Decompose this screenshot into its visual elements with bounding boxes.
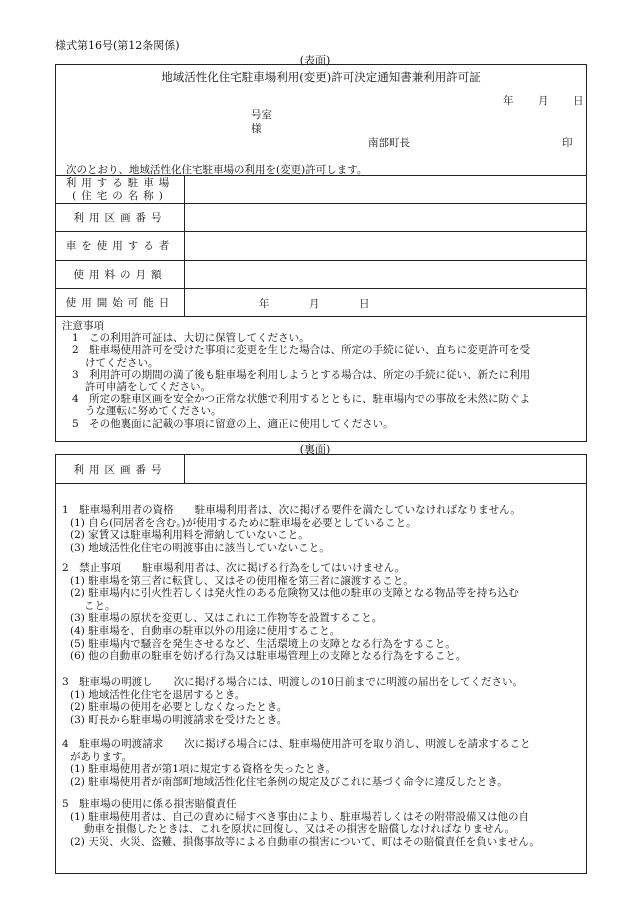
section-heading: 3 駐車場の明渡し 次に掲げる場合には、明渡しの10日前までに明渡の届出をしてください。	[62, 676, 524, 688]
back-form	[55, 454, 587, 874]
section-item: (6) 他の自動車の駐車を妨げる行為又は駐車場管理上の支障となる行為をすること。	[70, 650, 467, 663]
row-label: 利用区画番号	[56, 455, 185, 483]
date-year: 年	[503, 95, 514, 107]
intro-text: 次のとおり、地域活性化住宅駐車場の利用を(変更)許可します。	[66, 164, 368, 176]
row-monthly-fee	[56, 260, 586, 289]
note-item: 許可申請をしてください。	[85, 381, 211, 394]
section-item: (3) 地域活性化住宅の明渡事由に該当していないこと。	[70, 541, 330, 554]
section-qualification	[62, 504, 576, 554]
section-item: (4) 駐車場を、自動車の駐車以外の用途に使用すること。	[70, 624, 341, 637]
section-item: こと。	[84, 599, 116, 612]
sama-label: 様	[251, 123, 262, 135]
note-item: 4 所定の駐車区画を安全かつ正常な状態で利用するとともに、駐車場内での事故を未然に防ぐよ	[72, 393, 531, 406]
row-start-date	[56, 288, 586, 317]
section-prohibited	[62, 562, 576, 663]
date-month: 月	[538, 95, 549, 107]
note-item: 2 駐車場使用許可を受けた事項に変更を生じた場合は、所定の手続に従い、直ちに変更許可を受	[72, 344, 531, 357]
row-label: 利用区画番号	[56, 204, 185, 232]
row-car-user	[56, 231, 586, 261]
seal-mark: 印	[562, 137, 573, 149]
row-label: 使用開始可能日	[56, 289, 185, 317]
issuer-name: 南部町長	[368, 137, 410, 149]
section-vacate-request	[62, 738, 576, 788]
section-item: (1) 駐車場使用者が第1項に規定する資格を失ったとき。	[70, 763, 336, 776]
back-side-label: (裏面)	[299, 443, 331, 456]
notes-heading: 注意事項	[62, 320, 104, 332]
date-day: 日	[573, 95, 584, 107]
note-item: うな運転に努めてください。	[85, 405, 222, 418]
row-parking-name	[56, 175, 586, 204]
section-item: (1) 駐車場を第三者に転貸し、又はその使用権を第三者に譲渡すること。	[70, 574, 414, 587]
row-label: 車を使用する者	[56, 232, 185, 261]
row-label: 使用料の月額	[56, 261, 185, 289]
notes-section	[56, 316, 586, 441]
section-heading: 4 駐車場の明渡請求 次に掲げる場合には、駐車場使用許可を取り消し、明渡しを請求すること	[62, 738, 531, 750]
start-year: 年	[259, 298, 270, 310]
section-item: (3) 町長から駐車場の明渡請求を受けたとき。	[70, 713, 288, 726]
section-heading: 5 駐車場の使用に係る損害賠償責任	[62, 798, 237, 810]
front-form	[55, 64, 587, 442]
section-item: (2) 駐車場使用者が南部町地域活性化住宅条例の規定及びこれに基づく命令に違反したとき。	[70, 775, 508, 788]
note-item: 5 その他裏面に記載の事項に留意の上、適正に使用してください。	[72, 417, 394, 430]
start-month: 月	[309, 298, 320, 310]
section-item: (5) 駐車場内で騒音を発生させるなど、生活環境上の支障となる行為をすること。	[70, 637, 456, 650]
row-section-number	[56, 203, 586, 232]
form-title: 地域活性化住宅駐車場利用(変更)許可決定通知書兼利用許可証	[161, 70, 481, 84]
section-item: (3) 駐車場の原状を変更し、又はこれに工作物等を設置すること。	[70, 612, 383, 625]
section-heading: 1 駐車場利用者の資格 駐車場利用者は、次に掲げる要件を満たしていなければなりません。	[62, 504, 521, 516]
note-item: けてください。	[85, 356, 159, 369]
section-item: (2) 駐車場内に引火性若しくは発火性のある危険物又は他の駐車の支障となる物品等を持ち込む	[70, 587, 519, 600]
row-label: 利用する駐車場 (住宅の名称)	[56, 176, 185, 204]
start-day: 日	[359, 298, 370, 310]
section-item: (1) 地域活性化住宅を退居するとき。	[70, 688, 246, 701]
front-side-label: (表面)	[299, 54, 331, 67]
note-item: 3 利用許可の期間の満了後も駐車場を利用しようとする場合は、所定の手続に従い、新たに利用	[72, 368, 531, 381]
section-heading-cont: があります。	[70, 750, 133, 763]
section-item: (2) 家賃又は駐車場利用料を滞納していないこと。	[70, 529, 309, 542]
section-liability	[62, 798, 576, 848]
section-item: (1) 自ら(同居者を含む。)が使用するために駐車場を必要としていること。	[70, 516, 417, 529]
form-number: 様式第16号(第12条関係)	[55, 39, 180, 52]
room-label: 号室	[251, 109, 272, 121]
back-row-section-number	[56, 455, 587, 484]
section-vacate	[62, 676, 576, 726]
section-item: 動車を損傷したときは、これを原状に回復し、又はその損害を賠償しなければなりません。	[84, 823, 516, 836]
note-item: 1 この利用許可証は、大切に保管してください。	[72, 332, 310, 345]
section-heading: 2 禁止事項 駐車場利用者は、次に掲げる行為をしてはいけません。	[62, 562, 406, 574]
section-item: (2) 天災、火災、盗難、損傷事故等による自動車の損害について、町はその賠償責任を負いません。	[70, 835, 540, 848]
section-item: (1) 駐車場使用者は、自己の責めに帰すべき事由により、駐車場若しくはその附帯設備又は他の自	[70, 810, 529, 823]
section-item: (2) 駐車場の使用を必要としなくなったとき。	[70, 701, 288, 714]
